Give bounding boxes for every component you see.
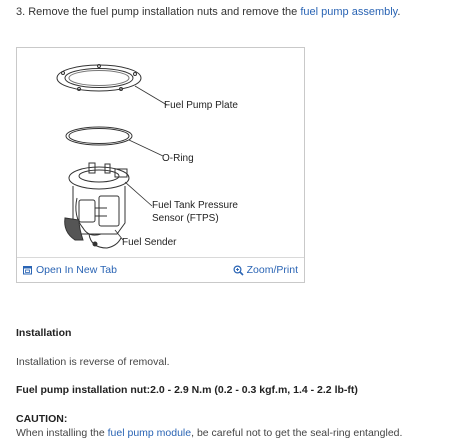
step-text-suffix: . <box>397 6 401 18</box>
installation-heading: Installation <box>16 327 72 339</box>
caution-text-suffix: , be careful not to get the seal-ring entangled. <box>191 427 403 439</box>
caution-text <box>16 427 402 440</box>
ftps-label-line1: Fuel Tank Pressure <box>152 200 238 211</box>
figure-toolbar <box>17 257 304 282</box>
torque-spec: Fuel pump installation nut:2.0 - 2.9 N.m (0.2 - 0.3 kgf.m, 1.4 - 2.2 lb-ft) <box>16 384 358 396</box>
caution-text-prefix: When installing the <box>16 427 108 439</box>
o-ring-drawing <box>66 127 132 145</box>
diagram-figure <box>16 47 305 283</box>
fuel-sender-label: Fuel Sender <box>122 237 177 248</box>
ftps-leader-line <box>125 182 152 206</box>
zoom-print-label: Zoom/Print <box>246 264 298 276</box>
caution-heading: CAUTION: <box>16 413 68 425</box>
installation-text: Installation is reverse of removal. <box>16 356 170 368</box>
ftps-label-line2: Sensor (FTPS) <box>152 213 219 224</box>
fuel-pump-assembly-link[interactable]: fuel pump assembly <box>300 6 398 18</box>
step-text-prefix: 3. Remove the fuel pump installation nuts and remove the <box>16 6 301 18</box>
plate-leader-line <box>135 86 167 105</box>
oring-leader-line <box>129 140 163 156</box>
fuel-pump-module-link[interactable]: fuel pump module <box>107 427 192 439</box>
fuel-pump-diagram <box>17 48 304 258</box>
o-ring-label: O-Ring <box>162 153 194 164</box>
zoom-magnifier-icon <box>233 265 244 276</box>
open-in-new-tab-label: Open In New Tab <box>36 264 117 276</box>
fuel-pump-plate-label: Fuel Pump Plate <box>164 100 238 111</box>
fuel-pump-plate-drawing <box>57 65 141 92</box>
open-in-new-tab-button[interactable] <box>23 263 117 277</box>
step-instruction <box>16 5 466 19</box>
open-in-new-tab-icon <box>23 265 33 275</box>
zoom-print-button[interactable] <box>233 263 298 277</box>
